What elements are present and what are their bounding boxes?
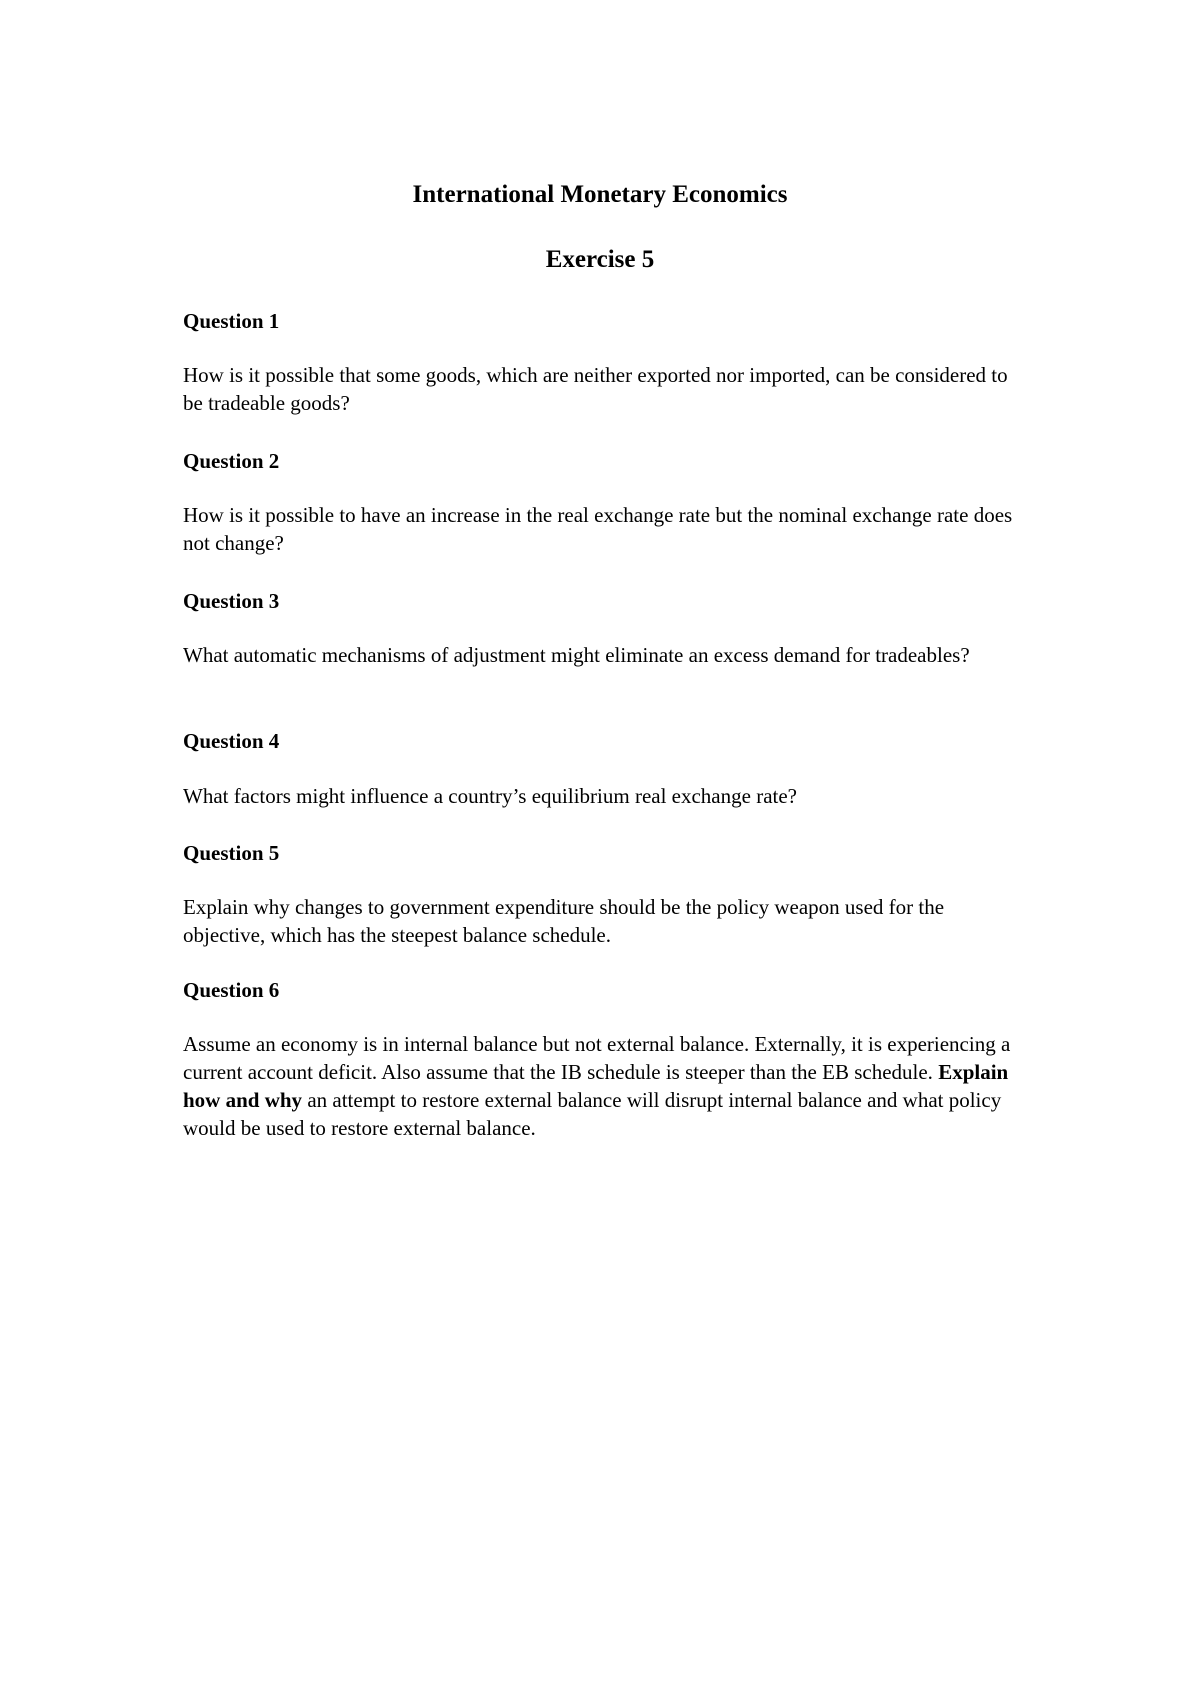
question-1-text: How is it possible that some goods, which are neither exported nor imported, can be considered to be tradeable goods? [183,363,1008,415]
question-3-heading: Question 3 [183,589,280,613]
question-6-heading: Question 6 [183,978,280,1002]
question-6-text-part2: an attempt to restore external balance will disrupt internal balance and what policy would be used to restore external balance. [183,1088,1002,1140]
question-2-heading: Question 2 [183,449,280,473]
question-3-text: What automatic mechanisms of adjustment might eliminate an excess demand for tradeables? [183,643,970,667]
question-6-text-part1: Assume an economy is in internal balance but not external balance. Externally, it is experiencing a current account deficit. Also assume that the IB schedule is steeper than the EB schedule. [183,1032,1011,1084]
question-4-text: What factors might influence a country’s equilibrium real exchange rate? [183,784,797,808]
question-2-text: How is it possible to have an increase in the real exchange rate but the nominal exchange rate does not change? [183,503,1013,555]
question-1-heading: Question 1 [183,309,280,333]
document-title: International Monetary Economics [412,181,788,208]
question-6-text-emphasis: Explain how and why [183,1060,1009,1112]
question-5-heading: Question 5 [183,841,280,865]
question-6-text [183,1030,1013,1142]
question-5-text: Explain why changes to government expenditure should be the policy weapon used for the objective, which has the steepest balance schedule. [183,895,945,947]
exercise-title: Exercise 5 [545,246,655,273]
question-4-heading: Question 4 [183,729,280,753]
